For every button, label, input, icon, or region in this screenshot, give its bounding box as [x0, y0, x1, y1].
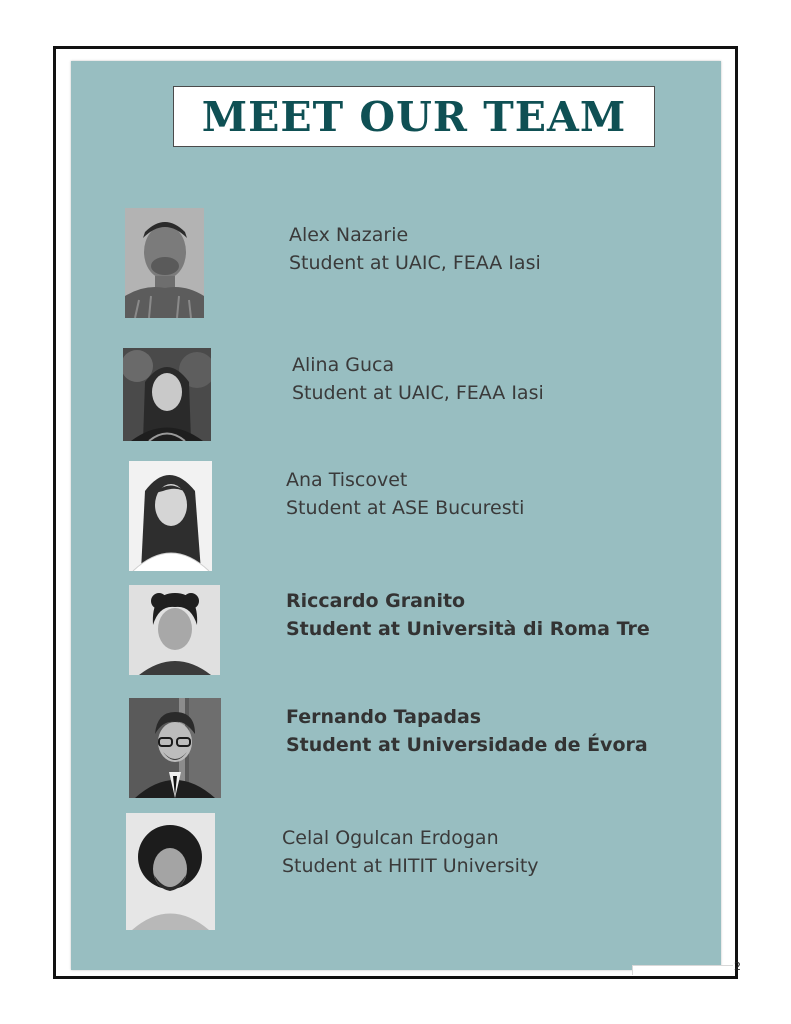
- member-photo-alina-guca: [123, 348, 211, 441]
- member-photo-celal-ogulcan-erdogan: [126, 813, 215, 930]
- member-info-4: [286, 587, 650, 643]
- member-photo-riccardo-granito: [129, 585, 220, 675]
- member-name: Celal Ogulcan Erdogan: [282, 827, 499, 849]
- member-info-1: [289, 221, 541, 277]
- member-photo-ana-tiscovet: [129, 461, 212, 571]
- member-info-2: [292, 351, 544, 407]
- member-role: Student at ASE Bucuresti: [286, 497, 525, 519]
- member-role: Student at UAIC, FEAA Iasi: [289, 252, 541, 274]
- member-name: Ana Tiscovet: [286, 469, 408, 491]
- member-photo-alex-nazarie: [125, 208, 204, 318]
- member-name: Fernando Tapadas: [286, 706, 482, 728]
- member-info-5: [286, 703, 648, 759]
- member-role: Student at HITIT University: [282, 855, 539, 877]
- page-title: MEET OUR TEAM: [201, 92, 627, 141]
- member-name: Alina Guca: [292, 354, 395, 376]
- member-name: Riccardo Granito: [286, 590, 466, 612]
- member-info-3: [286, 466, 524, 522]
- member-photo-fernando-tapadas: [129, 698, 221, 798]
- member-role: Student at Università di Roma Tre: [286, 618, 650, 640]
- page-number: 2: [734, 960, 741, 973]
- member-role: Student at UAIC, FEAA Iasi: [292, 382, 544, 404]
- title-box: [173, 86, 655, 147]
- member-info-6: [282, 824, 539, 880]
- member-name: Alex Nazarie: [289, 224, 409, 246]
- footer-strip: [632, 965, 733, 975]
- member-role: Student at Universidade de Évora: [286, 734, 648, 756]
